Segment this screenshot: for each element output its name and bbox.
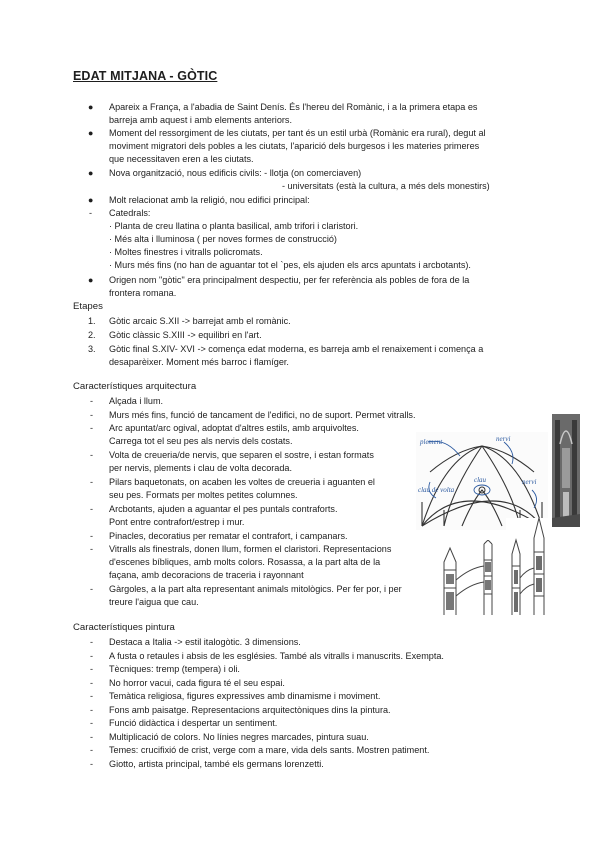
section-heading-etapes: Etapes	[73, 301, 103, 312]
text-line: Pinacles, decoratius per rematar el contrafort, i campanars.	[109, 531, 348, 541]
dash-marker: -	[90, 651, 94, 661]
text-line: Temàtica religiosa, figures expressives amb dinamisme i moviment.	[109, 691, 381, 701]
dash-marker: -	[90, 664, 94, 674]
bullet-marker: ●	[88, 128, 94, 138]
dash-marker: -	[90, 759, 94, 769]
text-line: Volta de creueria/de nervis, que separen el sostre, i estan formats	[109, 450, 374, 460]
bullet-marker: ●	[88, 102, 94, 112]
text-line: Gòtic clàssic S.XIII -> equilibri en l'art.	[109, 330, 262, 340]
dash-marker: -	[90, 705, 94, 715]
text-line: Arcbotants, ajuden a aguantar el pes puntals contraforts.	[109, 504, 338, 514]
bullet-marker: ●	[88, 275, 94, 285]
text-line: · Moltes finestres i vitralls policromats.	[109, 247, 263, 257]
dash-marker: -	[90, 544, 94, 554]
text-line: Gàrgoles, a la part alta representant animals mitològics. Per fer por, i per	[109, 584, 402, 594]
dash-marker: -	[90, 504, 94, 514]
text-line: Temes: crucifixió de crist, verge com a mare, vida dels sants. Mostren patiment.	[109, 745, 430, 755]
text-line: Catedrals:	[109, 208, 151, 218]
sketch-label: plement	[420, 438, 443, 446]
text-line: Tècniques: tremp (tempera) i oli.	[109, 664, 240, 674]
dash-marker: -	[90, 732, 94, 742]
text-line: seu pes. Formats per moltes petites columnes.	[109, 490, 298, 500]
text-line: treure l'aigua que cau.	[109, 597, 199, 607]
text-line: Multiplicació de colors. No línies negres marcades, pintura suau.	[109, 732, 369, 742]
bullet-marker: ●	[88, 195, 94, 205]
text-line: Origen nom "gòtic" era principalment despectiu, per fer referència als pobles de fora de la	[109, 275, 470, 285]
dash-marker: -	[89, 208, 93, 218]
text-line: - universitats (està la cultura, a més dels monestirs)	[282, 181, 490, 191]
flying-buttress-drawing	[440, 540, 500, 615]
page-title: EDAT MITJANA - GÒTIC	[73, 69, 218, 83]
text-line: barreja amb aquest i amb elements anteriors.	[109, 115, 292, 125]
text-line: Molt relacionat amb la religió, nou edifici principal:	[109, 195, 310, 205]
text-line: desaparèixer. Moment més barroc i flamíger.	[109, 357, 289, 367]
text-line: frontera romana.	[109, 288, 177, 298]
text-line: Alçada i llum.	[109, 396, 164, 406]
bullet-marker: ●	[88, 168, 94, 178]
text-line: Gòtic arcaic S.XII -> barrejat amb el romànic.	[109, 316, 291, 326]
pinnacles-drawing	[506, 518, 548, 615]
text-line: per nervis, plements i clau de volta decorada.	[109, 463, 292, 473]
text-line: No horror vacui, cada figura té el seu espai.	[109, 678, 285, 688]
section-heading-pintura: Característiques pintura	[73, 622, 175, 633]
text-line: d'escenes bíbliques, amb molts colors. Rosassa, a la part alta de la	[109, 557, 381, 567]
text-line: Destaca a Italia -> estil italogòtic. 3 dimensions.	[109, 637, 301, 647]
section-heading-arquitectura: Característiques arquitectura	[73, 381, 197, 392]
rib-vault-sketch-image	[416, 432, 548, 530]
text-line: Gòtic final S.XIV- XVI -> comença edat moderna, es barreja amb el renaixement i comença a	[109, 344, 484, 354]
sketch-label: clau	[474, 476, 487, 484]
sketch-label: clau de volta	[418, 486, 455, 494]
dash-marker: -	[90, 396, 94, 406]
dash-marker: -	[90, 477, 94, 487]
text-line: · Planta de creu llatina o planta basilical, amb trifori i claristori.	[109, 221, 359, 231]
text-line: moviment migratori dels pobles a les ciutats, l'aparició dels burgesos i les materies primeres	[109, 141, 480, 151]
flying-buttress-sketch	[440, 540, 500, 615]
text-line: Funció didàctica i despertar un sentiment.	[109, 718, 278, 728]
dash-marker: -	[90, 584, 94, 594]
text-line: · Murs més fins (no han de aguantar tot el `pes, els ajuden els arcs apuntats i arcbotants).	[109, 260, 471, 270]
text-line: Pilars baquetonats, on acaben les voltes de creueria i aguanten el	[109, 477, 375, 487]
text-line: · Més alta i lluminosa ( per noves formes de construcció)	[109, 234, 337, 244]
dash-marker: -	[90, 637, 94, 647]
dash-marker: -	[90, 450, 94, 460]
text-line: Vitralls als finestrals, donen llum, formen el claristori. Representacions	[109, 544, 392, 554]
sketch-label: nervi	[522, 478, 537, 486]
text-line: que necessitaven eren a les ciutats.	[109, 154, 254, 164]
rib-vault-sketch-drawing	[416, 432, 548, 530]
dash-marker: -	[90, 691, 94, 701]
pinnacles-sketch	[506, 518, 548, 615]
number-marker: 2.	[88, 330, 96, 340]
dash-marker: -	[90, 745, 94, 755]
number-marker: 1.	[88, 316, 96, 326]
text-line: Giotto, artista principal, també els germans lorenzetti.	[109, 759, 324, 769]
dash-marker: -	[90, 410, 94, 420]
text-line: Pont entre contrafort/estrep i mur.	[109, 517, 245, 527]
text-line: A fusta o retaules i absis de les esglésies. També als vitralls i manuscrits. Exempta.	[109, 651, 444, 661]
cathedral-nave-photo	[552, 414, 580, 527]
text-line: Murs més fins, funció de tancament de l'edifici, no de suport. Permet vitralls.	[109, 410, 416, 420]
dash-marker: -	[90, 678, 94, 688]
text-line: Moment del ressorgiment de les ciutats, per tant és un estil urbà (Romànic era rural), degut al	[109, 128, 486, 138]
text-line: Apareix a França, a l'abadia de Saint Denís. És l'hereu del Romànic, i a la primera etapa es	[109, 102, 478, 112]
text-line: façana, amb decoracions de traceria i rayonnant	[109, 570, 304, 580]
number-marker: 3.	[88, 344, 96, 354]
text-line: Carrega tot el seu pes als nervis dels costats.	[109, 436, 293, 446]
dash-marker: -	[90, 718, 94, 728]
cathedral-nave-drawing	[552, 414, 580, 527]
dash-marker: -	[90, 531, 94, 541]
text-line: Arc apuntat/arc ogival, adoptat d'altres estils, amb arquivoltes.	[109, 423, 359, 433]
dash-marker: -	[90, 423, 94, 433]
text-line: Nova organització, nous edificis civils: - llotja (on comerciaven)	[109, 168, 362, 178]
sketch-label: nervi	[496, 435, 511, 443]
text-line: Fons amb paisatge. Representacions arquitectòniques dins la pintura.	[109, 705, 391, 715]
